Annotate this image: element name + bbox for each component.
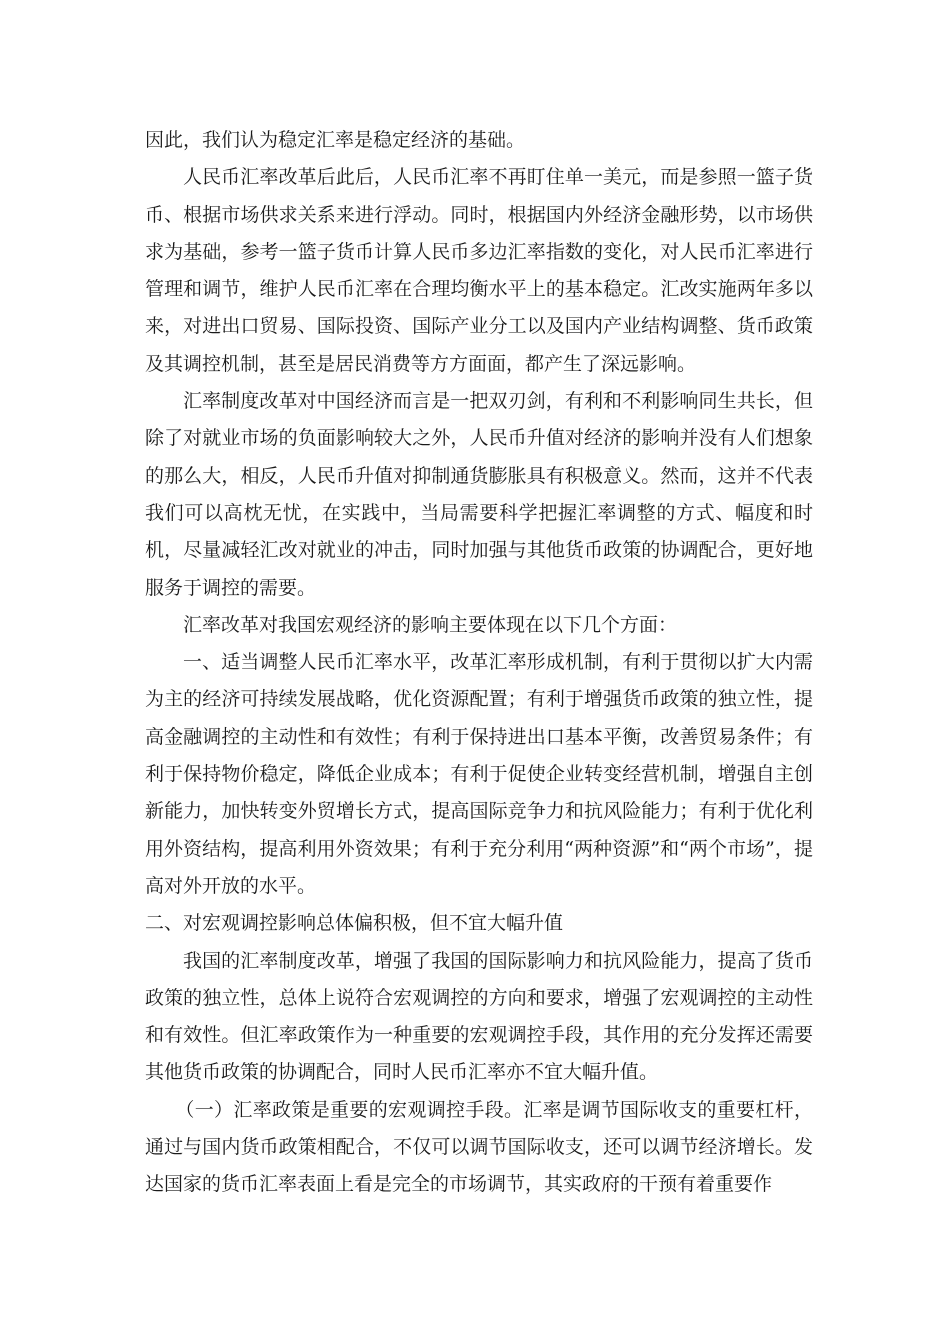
paragraph-reform-effect: 我国的汇率制度改革，增强了我国的国际影响力和抗风险能力，提高了货币政策的独立性，总体上说符合宏观调控的方向和要求，增强了宏观调控的主动性和有效性。但汇率政策作为一种重要的宏观调控手段，其作用的充分发挥还需要其他货币政策的协调配合，同时人民币汇率亦不宜大幅升值。 xyxy=(145,949,813,1084)
paragraph-double-edged-sword: 汇率制度改革对中国经济而言是一把双刃剑，有利和不利影响同生共长，但除了对就业市场的负面影响较大之外，人民币升值对经济的影响并没有人们想象的那么大，相反，人民币升值对抑制通货膨胀具有积极意义。然而，这并不代表我们可以高枕无忧，在实践中，当局需要科学把握汇率调整的方式、幅度和时机，尽量减轻汇改对就业的冲击，同时加强与其他货币政策的协调配合，更好地服务于调控的需要。 xyxy=(145,390,813,599)
paragraph-point-one: 一、适当调整人民币汇率水平，改革汇率形成机制，有利于贯彻以扩大内需为主的经济可持续发展战略，优化资源配置；有利于增强货币政策的独立性，提高金融调控的主动性和有效性；有利于保持进出口基本平衡，改善贸易条件；有利于保持物价稳定，降低企业成本；有利于促使企业转变经营机制，增强自主创新能力，加快转变外贸增长方式，提高国际竞争力和抗风险能力；有利于优化利用外资结构，提高利用外资效果；有利于充分利用“两种资源”和“两个市场”，提高对外开放的水平。 xyxy=(145,651,813,897)
section-heading-two: 二、对宏观调控影响总体偏积极，但不宜大幅升值 xyxy=(145,912,564,935)
body-text xyxy=(145,122,813,1204)
paragraph-impact-intro: 汇率改革对我国宏观经济的影响主要体现在以下几个方面： xyxy=(183,613,678,636)
paragraph-conclusion: 因此，我们认为稳定汇率是稳定经济的基础。 xyxy=(145,129,526,151)
paragraph-subpoint-one: （一）汇率政策是重要的宏观调控手段。汇率是调节国际收支的重要杠杆，通过与国内货币政策相配合，不仅可以调节国际收支，还可以调节经济增长。发达国家的货币汇率表面上看是完全的市场调节，其实政府的干预有着重要作 xyxy=(145,1098,813,1196)
paragraph-rmb-reform: 人民币汇率改革后此后，人民币汇率不再盯住单一美元，而是参照一篮子货币、根据市场供求关系来进行浮动。同时，根据国内外经济金融形势，以市场供求为基础，参考一篮子货币计算人民币多边汇率指数的变化，对人民币汇率进行管理和调节，维护人民币汇率在合理均衡水平上的基本稳定。汇改实施两年多以来，对进出口贸易、国际投资、国际产业分工以及国内产业结构调整、货币政策及其调控机制，甚至是居民消费等方方面面，都产生了深远影响。 xyxy=(145,166,813,375)
